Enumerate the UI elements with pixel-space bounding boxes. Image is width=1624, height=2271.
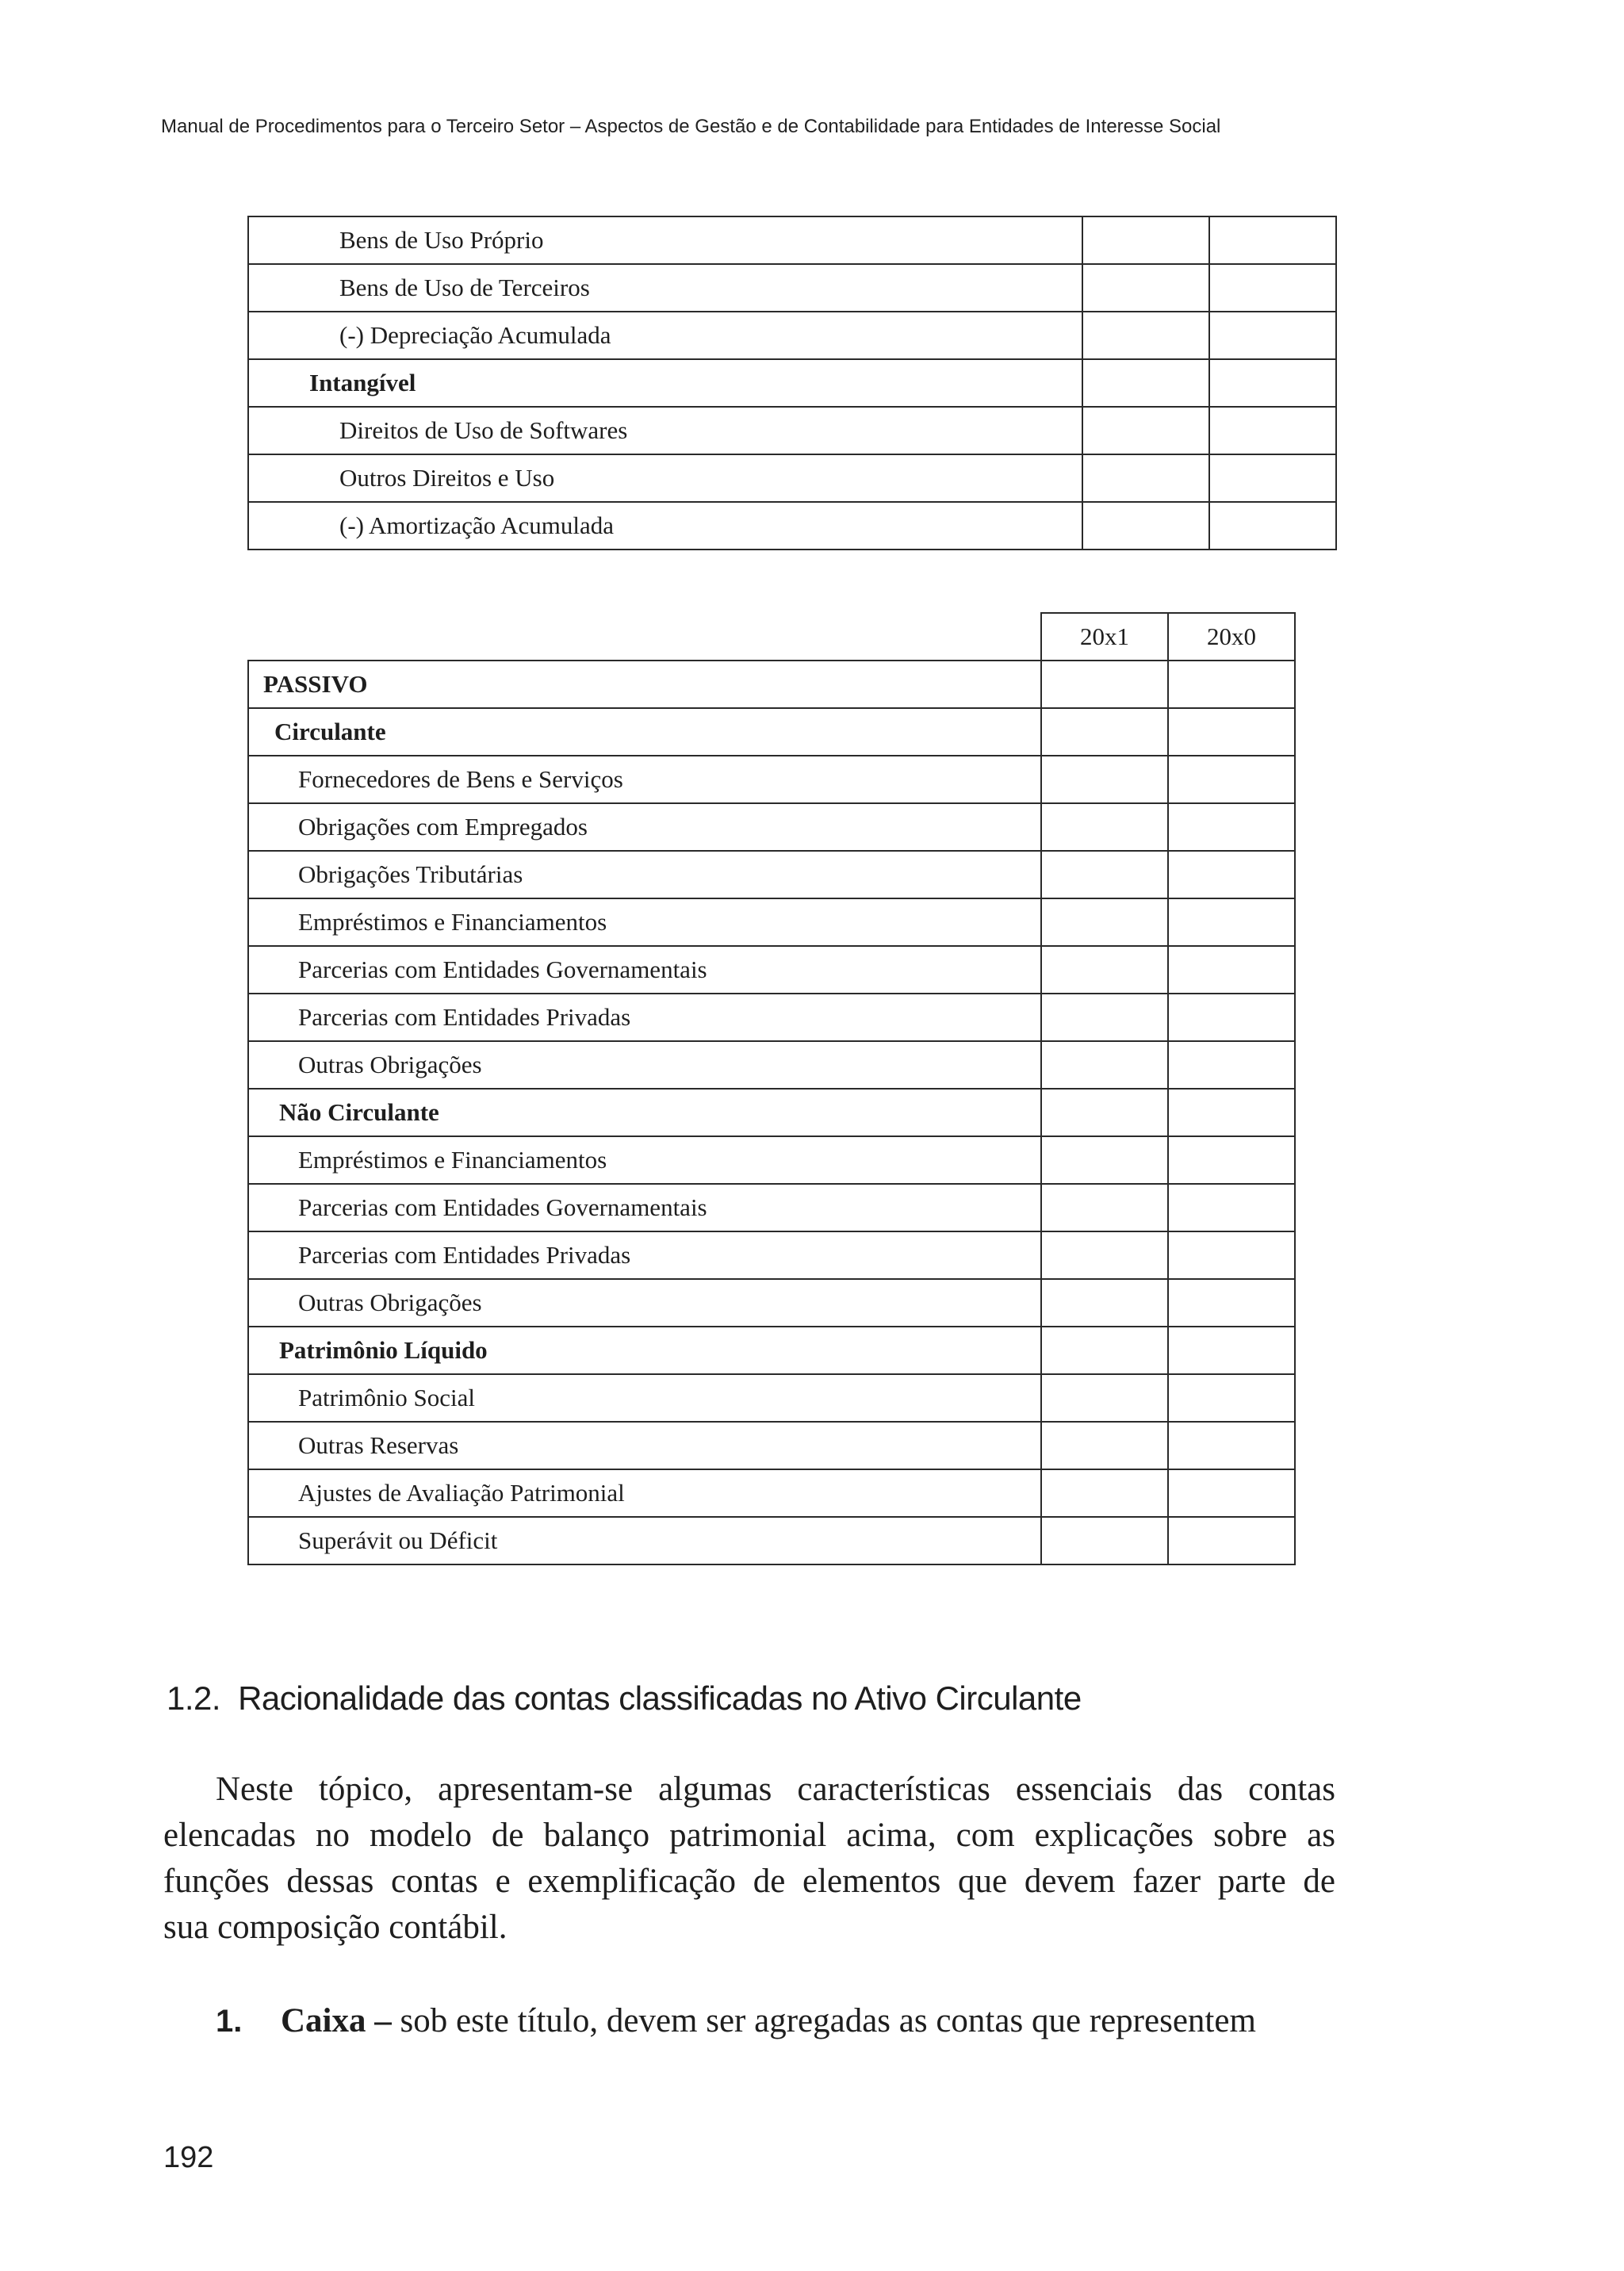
table-row [248, 1041, 1295, 1089]
account-label: (-) Amortização Acumulada [248, 502, 1082, 550]
account-label: Outras Obrigações [248, 1279, 1041, 1327]
table-row [248, 661, 1295, 708]
value-cell-20x0 [1168, 1279, 1295, 1327]
value-cell-20x1 [1082, 454, 1209, 502]
value-cell-20x0 [1168, 1517, 1295, 1564]
value-cell-20x1 [1082, 407, 1209, 454]
value-cell-20x1 [1041, 1231, 1168, 1279]
value-cell-20x1 [1041, 803, 1168, 851]
table-row [248, 1279, 1295, 1327]
value-cell-20x1 [1041, 1184, 1168, 1231]
table-row [248, 502, 1336, 550]
running-header [161, 116, 1220, 138]
section-title: Racionalidade das contas classificadas no Ativo Circulante [238, 1679, 1082, 1717]
table-row [248, 1517, 1295, 1564]
value-cell-20x1 [1041, 946, 1168, 994]
value-cell-20x0 [1168, 898, 1295, 946]
value-cell-20x1 [1082, 312, 1209, 359]
value-cell-20x1 [1041, 1041, 1168, 1089]
account-label: Empréstimos e Financiamentos [248, 898, 1041, 946]
header-title: Manual de Procedimentos para o Terceiro Setor [161, 116, 565, 137]
table-row [248, 1089, 1295, 1136]
value-cell-20x0 [1209, 454, 1336, 502]
account-label: Obrigações Tributárias [248, 851, 1041, 898]
table-row [248, 359, 1336, 407]
account-section-label: PASSIVO [248, 661, 1041, 708]
value-cell-20x1 [1041, 1469, 1168, 1517]
value-cell-20x1 [1041, 1279, 1168, 1327]
table-row [248, 1422, 1295, 1469]
table-row [248, 216, 1336, 264]
value-cell-20x1 [1041, 898, 1168, 946]
section-heading [167, 1679, 1082, 1718]
value-cell-20x1 [1082, 359, 1209, 407]
account-label: Bens de Uso de Terceiros [248, 264, 1082, 312]
value-cell-20x1 [1041, 756, 1168, 803]
value-cell-20x0 [1168, 708, 1295, 756]
value-cell-20x1 [1041, 994, 1168, 1041]
table-row [248, 898, 1295, 946]
value-cell-20x0 [1168, 803, 1295, 851]
paragraph-line: funções dessas contas e exemplificação de elementos que devem fazer parte de [163, 1863, 1335, 1900]
liabilities-table [247, 612, 1296, 1565]
value-cell-20x1 [1041, 1089, 1168, 1136]
account-label: (-) Depreciação Acumulada [248, 312, 1082, 359]
account-label: Ajustes de Avaliação Patrimonial [248, 1469, 1041, 1517]
value-cell-20x0 [1168, 994, 1295, 1041]
value-cell-20x0 [1168, 1374, 1295, 1422]
value-cell-20x0 [1209, 216, 1336, 264]
value-cell-20x1 [1041, 1327, 1168, 1374]
paragraph-line: Neste tópico, apresentam-se algumas características essenciais das contas [216, 1771, 1335, 1808]
account-label: Bens de Uso Próprio [248, 216, 1082, 264]
value-cell-20x1 [1041, 1517, 1168, 1564]
value-cell-20x1 [1082, 216, 1209, 264]
account-label: Parcerias com Entidades Privadas [248, 1231, 1041, 1279]
value-cell-20x0 [1209, 359, 1336, 407]
table-row [248, 1231, 1295, 1279]
value-cell-20x1 [1041, 851, 1168, 898]
account-group-label: Intangível [248, 359, 1082, 407]
account-label: Patrimônio Social [248, 1374, 1041, 1422]
table-row [248, 1374, 1295, 1422]
table-row [248, 1469, 1295, 1517]
table-row [248, 407, 1336, 454]
table-row [248, 454, 1336, 502]
value-cell-20x0 [1168, 1136, 1295, 1184]
list-item-text: sob este título, devem ser agregadas as contas que representem [391, 2002, 1256, 2039]
numbered-list-item [216, 1998, 1335, 2044]
table-row [248, 756, 1295, 803]
list-item-term: Caixa – [281, 2002, 392, 2039]
account-label: Parcerias com Entidades Privadas [248, 994, 1041, 1041]
paragraph-line: elencadas no modelo de balanço patrimonial acima, com explicações sobre as [163, 1817, 1335, 1854]
header-blank-cell [248, 613, 1041, 661]
account-group-label: Não Circulante [248, 1089, 1041, 1136]
value-cell-20x0 [1168, 756, 1295, 803]
value-cell-20x1 [1041, 1136, 1168, 1184]
value-cell-20x0 [1209, 312, 1336, 359]
account-label: Empréstimos e Financiamentos [248, 1136, 1041, 1184]
account-label: Obrigações com Empregados [248, 803, 1041, 851]
value-cell-20x0 [1168, 851, 1295, 898]
table-row [248, 851, 1295, 898]
table-header-row [248, 613, 1295, 661]
value-cell-20x0 [1168, 1089, 1295, 1136]
value-cell-20x0 [1168, 1184, 1295, 1231]
value-cell-20x1 [1082, 502, 1209, 550]
table-row [248, 312, 1336, 359]
table-row [248, 1327, 1295, 1374]
account-label: Parcerias com Entidades Governamentais [248, 1184, 1041, 1231]
account-label: Outras Reservas [248, 1422, 1041, 1469]
value-cell-20x1 [1041, 661, 1168, 708]
header-subtitle: – Aspectos de Gestão e de Contabilidade para Entidades de Interesse Social [565, 116, 1221, 137]
value-cell-20x0 [1168, 1327, 1295, 1374]
account-label: Outras Obrigações [248, 1041, 1041, 1089]
account-label: Fornecedores de Bens e Serviços [248, 756, 1041, 803]
table-row [248, 1184, 1295, 1231]
value-cell-20x0 [1209, 264, 1336, 312]
list-item-number: 1. [216, 2004, 243, 2039]
account-label: Superávit ou Déficit [248, 1517, 1041, 1564]
body-paragraph [163, 1767, 1335, 1951]
account-group-label: Patrimônio Líquido [248, 1327, 1041, 1374]
table-row [248, 264, 1336, 312]
value-cell-20x0 [1168, 1469, 1295, 1517]
value-cell-20x0 [1168, 661, 1295, 708]
page-number: 192 [163, 2141, 214, 2174]
paragraph-line: sua composição contábil. [163, 1909, 508, 1946]
value-cell-20x0 [1168, 946, 1295, 994]
value-cell-20x0 [1168, 1041, 1295, 1089]
value-cell-20x0 [1209, 407, 1336, 454]
account-label: Outros Direitos e Uso [248, 454, 1082, 502]
value-cell-20x1 [1082, 264, 1209, 312]
value-cell-20x1 [1041, 1422, 1168, 1469]
asset-accounts-table [247, 216, 1337, 550]
section-number: 1.2. [167, 1679, 221, 1717]
value-cell-20x0 [1209, 502, 1336, 550]
value-cell-20x0 [1168, 1231, 1295, 1279]
table-row [248, 994, 1295, 1041]
value-cell-20x1 [1041, 1374, 1168, 1422]
value-cell-20x1 [1041, 708, 1168, 756]
account-label: Parcerias com Entidades Governamentais [248, 946, 1041, 994]
account-label: Direitos de Uso de Softwares [248, 407, 1082, 454]
column-header-20x1: 20x1 [1041, 613, 1168, 661]
account-group-label: Circulante [248, 708, 1041, 756]
column-header-20x0: 20x0 [1168, 613, 1295, 661]
table-row [248, 1136, 1295, 1184]
table-row [248, 803, 1295, 851]
table-row [248, 946, 1295, 994]
value-cell-20x0 [1168, 1422, 1295, 1469]
table-row [248, 708, 1295, 756]
